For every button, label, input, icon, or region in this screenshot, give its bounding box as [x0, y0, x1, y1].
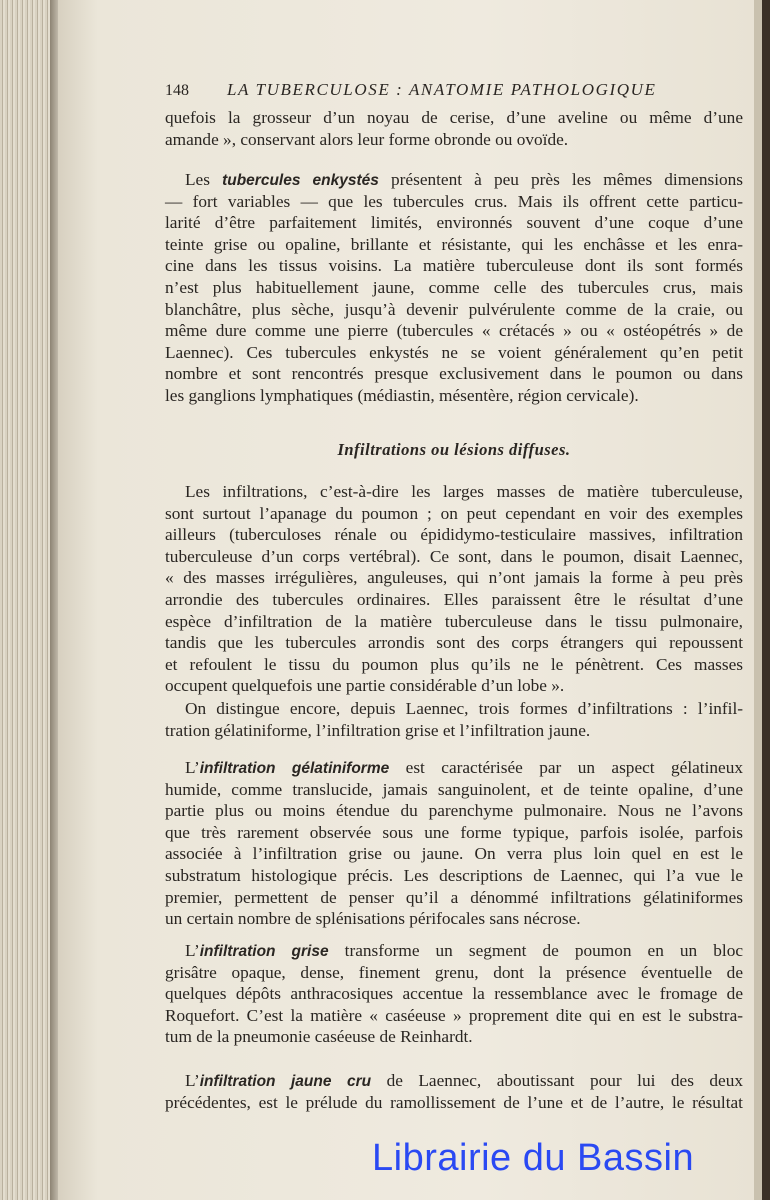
text-line: [165, 757, 743, 779]
paragraph-jaune-cru: [165, 1070, 743, 1113]
text-line: nombre et sont rencontrés presque exclusivement dans le poumon ou dans: [165, 364, 743, 384]
text-line: Laennec). Ces tubercules enkystés ne se voient généralement qu’en petit: [165, 342, 743, 362]
text-line: tuberculeuse d’un corps vertébral). Ce sont, dans le poumon, disait Laennec,: [165, 546, 743, 566]
text-line: arrondie des tubercules ordinaires. Elles paraissent être le résultat d’une: [165, 589, 743, 609]
text-line: tum de la pneumonie caséeuse de Reinhardt.: [165, 1027, 473, 1047]
text-line: occupent quelquefois une partie considérable d’un lobe ».: [165, 676, 565, 696]
text-line: grisâtre opaque, dense, finement grenu, dont la présence éventuelle de: [165, 962, 743, 982]
text-line: que très rarement observée sous une forme typique, parfois isolée, parfois: [165, 822, 743, 842]
text-line: Les infiltrations, c’est-à-dire les larges masses de matière tuberculeuse,: [185, 482, 743, 501]
text-line: espèce d’infiltration de la matière tuberculeuse dans le tissu pulmonaire,: [165, 611, 743, 631]
text-line: quelques dépôts anthracosiques accentue la ressemblance avec le fromage de: [165, 984, 743, 1004]
text-line: « des masses irrégulières, anguleuses, qui n’ont jamais la forme à peu près: [165, 568, 743, 588]
text-lead: L’: [185, 1071, 200, 1090]
text-line: humide, comme translucide, jamais sanguinolent, et de teinte opaline, d’une: [165, 779, 743, 799]
paragraph-grise: [165, 940, 743, 1048]
running-header: [165, 70, 743, 104]
text-rest: transforme un segment de poumon en un bloc: [328, 941, 744, 960]
text-line: partie plus ou moins étendue du parenchyme pulmonaire. Nous ne l’avons: [165, 801, 743, 821]
text-line: ailleurs (tuberculoses rénale ou épididymo-testiculaire massives, infiltration: [165, 525, 743, 545]
text-line: amande », conservant alors leur forme obronde ou ovoïde.: [165, 129, 569, 149]
text-rest: de Laennec, aboutissant pour lui des deux: [371, 1071, 744, 1090]
text-line: Roquefort. C’est la matière « caséeuse » proprement dite qui en est le substra-: [165, 1005, 743, 1025]
text-lead: L’: [185, 941, 200, 960]
paragraph-gelatiniforme: [165, 757, 743, 930]
text-lead: Les: [185, 170, 223, 189]
text-line: même dure comme une pierre (tubercules « crétacés » ou « ostéopétrés » de: [165, 321, 743, 341]
term: infiltration grise: [199, 943, 329, 960]
text-line: tration gélatiniforme, l’infiltration grise et l’infiltration jaune.: [165, 720, 591, 740]
text-line: n’est plus habituellement jaune, comme celle des tubercules crus, mais: [165, 277, 743, 297]
page-content: [165, 0, 743, 1200]
text-line: sont surtout l’apanage du poumon ; on peut cependant en voir des exemples: [165, 503, 743, 523]
paragraph-trois-formes: [165, 698, 743, 741]
text-line: [165, 940, 743, 962]
running-title: LA TUBERCULOSE : ANATOMIE PATHOLOGIQUE: [227, 80, 657, 99]
paragraph-tubercules-enkystes: [165, 169, 743, 407]
text-line: — fort variables — que les tubercules crus. Mais ils offrent cette particu-: [165, 191, 743, 211]
text-line: On distingue encore, depuis Laennec, trois formes d’infiltrations : l’infil-: [185, 699, 743, 718]
text-rest: présentent à peu près les mêmes dimensions: [378, 170, 744, 189]
right-page-edge: [754, 0, 762, 1200]
text-line: substratum histologique précis. Les descriptions de Laennec, qui l’a vue le: [165, 865, 743, 885]
text-rest: est caractérisée par un aspect gélatineux: [389, 758, 743, 777]
text-line: cine dans les tissus voisins. La matière tuberculeuse dont ils sont formés: [165, 256, 743, 276]
term: infiltration gélatiniforme: [199, 760, 390, 777]
text-line: larité d’être parfaitement limités, environnés souvent d’une coque d’une: [165, 213, 743, 233]
text-line: les ganglions lymphatiques (médiastin, mésentère, région cervicale).: [165, 385, 639, 405]
term: tubercules enkystés: [222, 172, 379, 189]
text-line: blanchâtre, plus sèche, jusqu’à devenir pulvérulente comme de la craie, ou: [165, 299, 743, 319]
text-line: quefois la grosseur d’un noyau de cerise, d’une aveline ou même d’une: [165, 108, 743, 127]
paragraph-1: [165, 107, 743, 150]
text-lead: L’: [185, 758, 200, 777]
term: infiltration jaune cru: [199, 1073, 372, 1090]
section-heading: Infiltrations ou lésions diffuses.: [337, 440, 571, 459]
page-number: 148: [165, 82, 189, 99]
text-line: tandis que les tubercules arrondis sont des corps étrangers qui repoussent: [165, 633, 743, 653]
text-line: premier, permettent de penser qu’il a dénommé infiltrations gélatiniformes: [165, 887, 743, 907]
text-line: précédentes, est le prélude du ramollissement de l’une et de l’autre, le résultat: [165, 1092, 743, 1112]
text-line: [165, 1070, 743, 1092]
paragraph-infiltrations: [165, 481, 743, 697]
text-line: un certain nombre de splénisations périfocales sans nécrose.: [165, 909, 581, 929]
watermark: Librairie du Bassin: [372, 1137, 695, 1179]
text-line: et refoulent le tissu du poumon plus qu’ils ne le pénètrent. Ces masses: [165, 654, 743, 674]
text-line: [165, 169, 743, 191]
text-line: teinte grise ou opaline, brillante et résistante, qui les enchâsse et les enra-: [165, 234, 743, 254]
text-line: associée à l’infiltration grise ou jaune. On verra plus loin quel en est le: [165, 844, 743, 864]
